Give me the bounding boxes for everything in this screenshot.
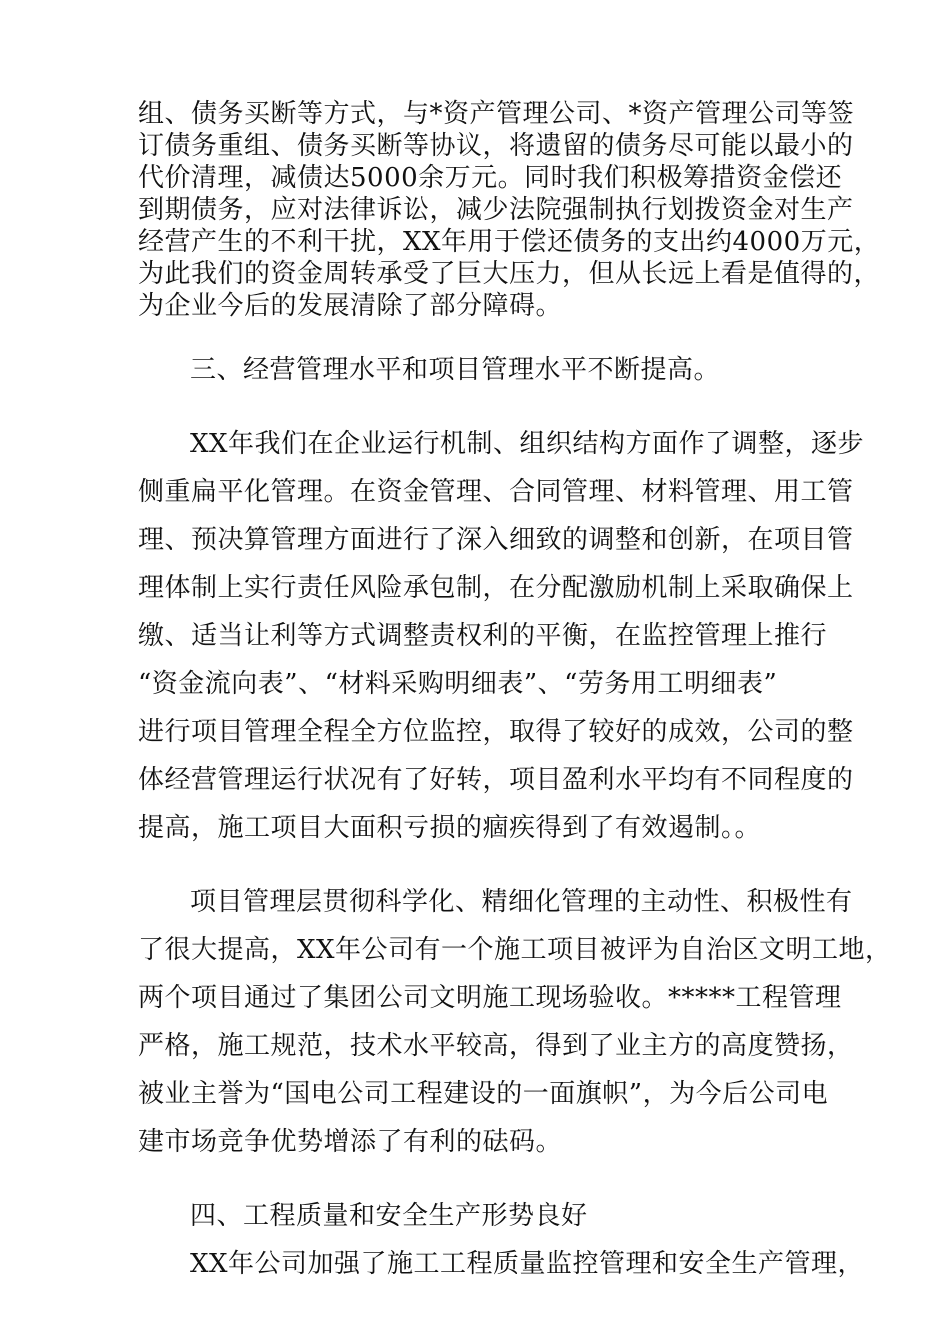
text-line: 项目管理层贯彻科学化、精细化管理的主动性、积极性有 <box>190 887 853 917</box>
paragraph-quality-safety <box>138 1240 865 1288</box>
text-line: 组、债务买断等方式，与*资产管理公司、*资产管理公司等签 <box>138 99 855 129</box>
text-line: 到期债务，应对法律诉讼，减少法院强制执行划拨资金对生产 <box>138 195 854 225</box>
text-line: XX年我们在企业运行机制、组织结构方面作了调整，逐步 <box>190 429 865 459</box>
text-line: 理体制上实行责任风险承包制，在分配激励机制上采取确保上 <box>138 573 854 603</box>
text-line: 建市场竞争优势增添了有利的砝码。 <box>138 1127 563 1157</box>
text-line: “资金流向表”、“材料采购明细表”、“劳务用工明细表” <box>138 669 778 699</box>
paragraph-management-reform <box>138 420 865 852</box>
text-line: 代价清理，减债达5000余万元。同时我们积极筹措资金偿还 <box>138 163 843 193</box>
text-line: 进行项目管理全程全方位监控，取得了较好的成效，公司的整 <box>138 717 854 747</box>
text-line: 经营产生的不利干扰，XX年用于偿还债务的支出约4000万元， <box>138 227 881 257</box>
text-line: 为此我们的资金周转承受了巨大压力，但从长远上看是值得的， <box>138 259 881 289</box>
text-line: 严格，施工规范，技术水平较高，得到了业主方的高度赞扬， <box>138 1031 854 1061</box>
section-heading-3 <box>138 346 838 394</box>
text-line: 订债务重组、债务买断等协议，将遗留的债务尽可能以最小的 <box>138 131 854 161</box>
paragraph-project-management <box>138 878 892 1166</box>
heading-text: 四、工程质量和安全生产形势良好 <box>190 1201 588 1231</box>
document-page <box>138 98 892 1288</box>
text-line: 被业主誉为“国电公司工程建设的一面旗帜”，为今后公司电 <box>138 1079 829 1109</box>
text-line: 为企业今后的发展清除了部分障碍。 <box>138 291 563 321</box>
text-line: 侧重扁平化管理。在资金管理、合同管理、材料管理、用工管 <box>138 477 854 507</box>
text-line: 缴、适当让利等方式调整责权利的平衡，在监控管理上推行 <box>138 621 828 651</box>
text-line: 两个项目通过了集团公司文明施工现场验收。*****工程管理 <box>138 983 842 1013</box>
text-line: 了很大提高，XX年公司有一个施工项目被评为自治区文明工地， <box>138 935 892 965</box>
text-line: 理、预决算管理方面进行了深入细致的调整和创新，在项目管 <box>138 525 854 555</box>
section-heading-4 <box>138 1192 838 1240</box>
text-line: XX年公司加强了施工工程质量监控管理和安全生产管理， <box>190 1249 865 1279</box>
paragraph-debt-restructuring <box>138 98 881 322</box>
text-line: 体经营管理运行状况有了好转，项目盈利水平均有不同程度的 <box>138 765 854 795</box>
text-line: 提高，施工项目大面积亏损的痼疾得到了有效遏制。。 <box>138 813 762 843</box>
heading-text: 三、经营管理水平和项目管理水平不断提高。 <box>190 355 721 385</box>
